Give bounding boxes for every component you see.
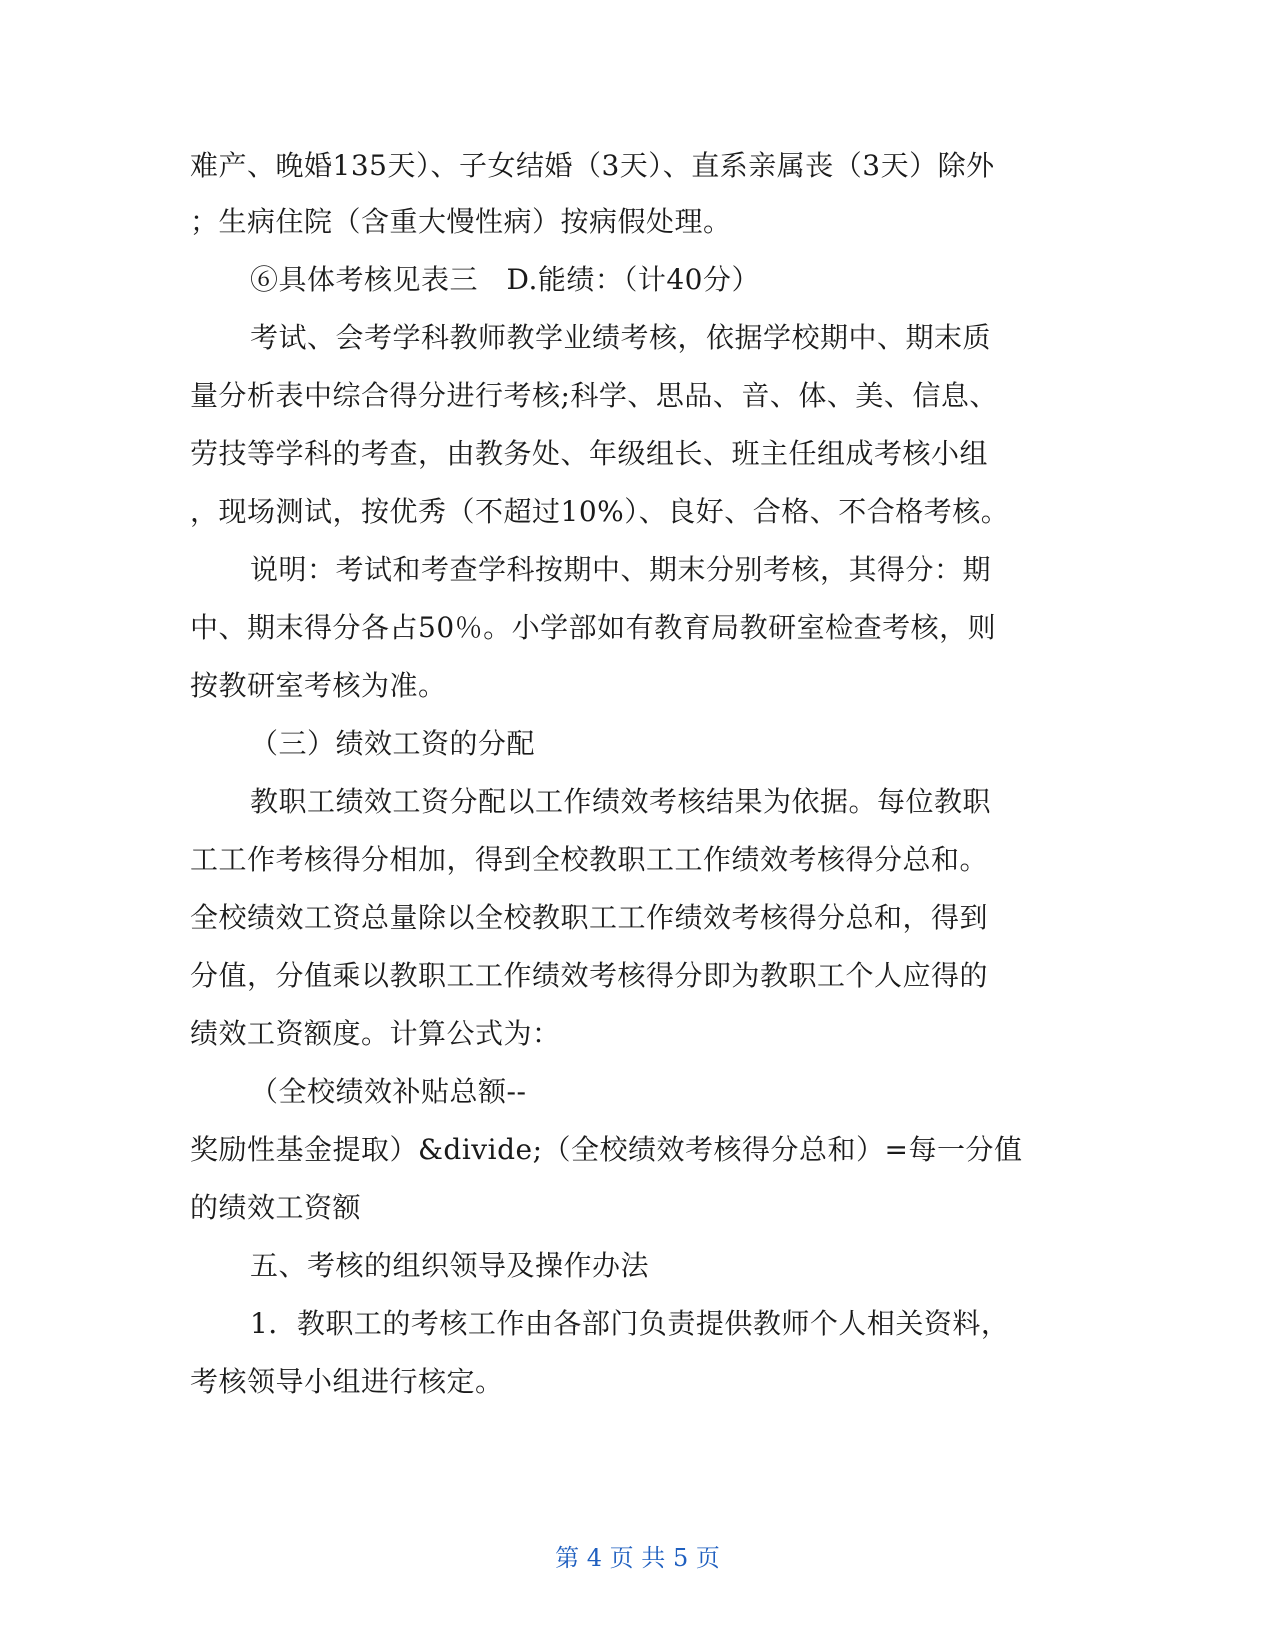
page-footer: 第 4 页 共 5 页 xyxy=(555,1544,720,1572)
section-heading: 五、考核的组织领导及操作办法 xyxy=(250,1249,650,1282)
body-text-line: 考核领导小组进行核定。 xyxy=(190,1365,504,1398)
body-text-line: 1．教职工的考核工作由各部门负责提供教师个人相关资料， xyxy=(250,1307,1010,1340)
body-text-line: 工工作考核得分相加，得到全校教职工工作绩效考核得分总和。 xyxy=(190,843,989,876)
body-text-line: 绩效工资额度。计算公式为： xyxy=(190,1017,561,1050)
formula-line: 奖励性基金提取）&divide;（全校绩效考核得分总和）=每一分值 xyxy=(190,1133,1023,1166)
body-text-line: 考试、会考学科教师教学业绩考核，依据学校期中、期末质 xyxy=(250,321,992,354)
body-text-line: 按教研室考核为准。 xyxy=(190,669,447,702)
body-text-line: 中、期末得分各占50％。小学部如有教育局教研室检查考核，则 xyxy=(190,611,997,644)
body-text-line: 教职工绩效工资分配以工作绩效考核结果为依据。每位教职 xyxy=(250,785,992,818)
body-text-line: 难产、晚婚135天）、子女结婚（3天）、直系亲属丧（3天）除外 xyxy=(190,149,995,182)
body-text-line: 全校绩效工资总量除以全校教职工工作绩效考核得分总和，得到 xyxy=(190,901,989,934)
section-heading: （三）绩效工资的分配 xyxy=(250,727,536,760)
body-text-line: ，现场测试，按优秀（不超过10%）、良好、合格、不合格考核。 xyxy=(190,495,1010,528)
body-text-line: 劳技等学科的考查，由教务处、年级组长、班主任组成考核小组 xyxy=(190,437,989,470)
formula-line: （全校绩效补贴总额-- xyxy=(250,1075,527,1108)
body-text-line: 分值，分值乘以教职工工作绩效考核得分即为教职工个人应得的 xyxy=(190,959,989,992)
formula-line: 的绩效工资额 xyxy=(190,1191,362,1224)
body-text-line: 说明：考试和考查学科按期中、期末分别考核，其得分：期 xyxy=(250,553,992,586)
body-text-line: 量分析表中综合得分进行考核;科学、思品、音、体、美、信息、 xyxy=(190,379,998,412)
body-text-line: ⑥具体考核见表三 D.能绩：（计40分） xyxy=(250,263,760,296)
body-text-line: ；生病住院（含重大慢性病）按病假处理。 xyxy=(190,205,732,238)
